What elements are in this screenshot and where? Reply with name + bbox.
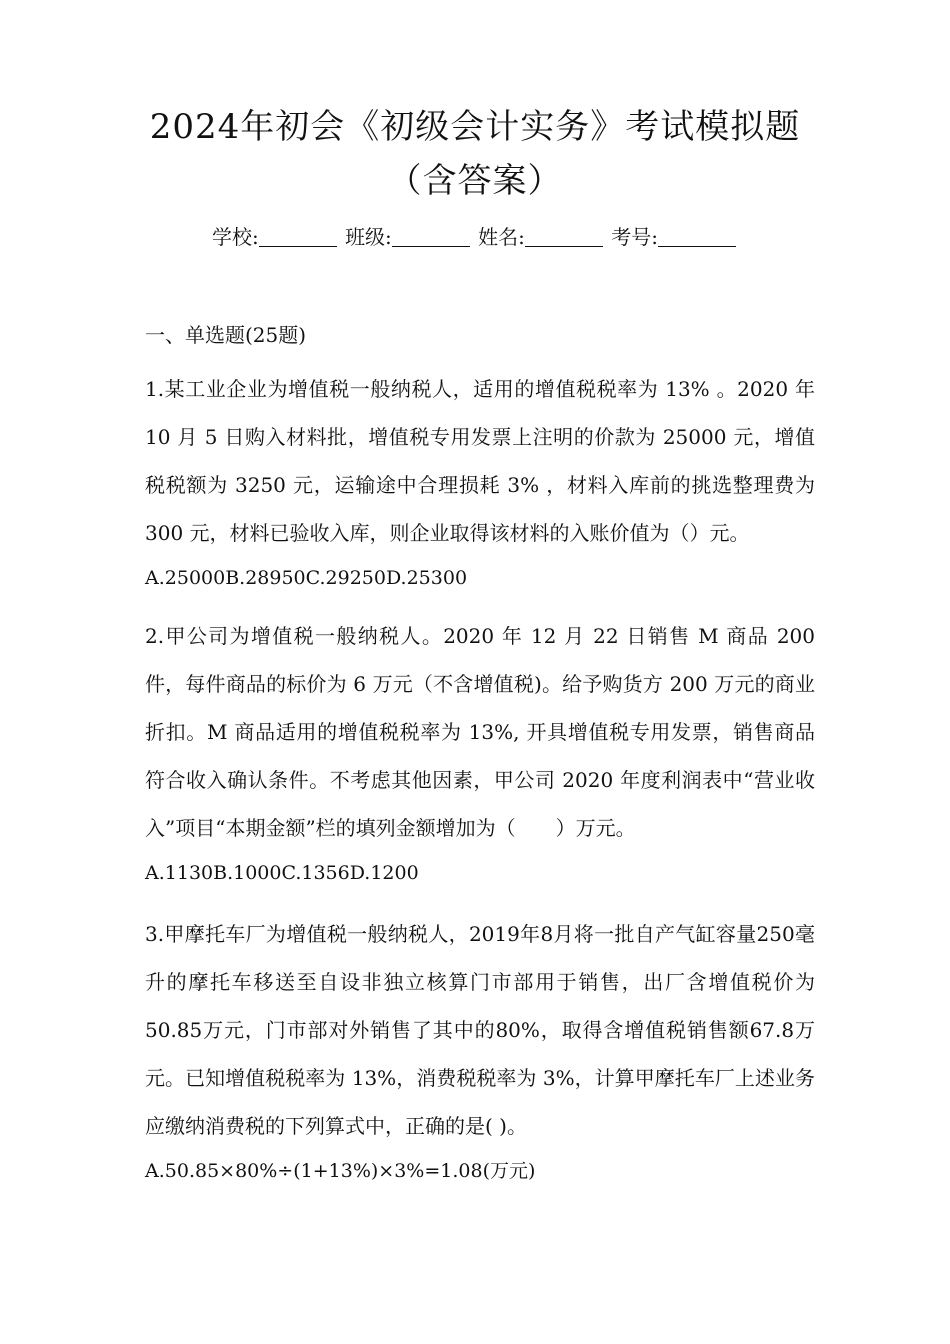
section-heading: 一、单选题(25题) <box>145 323 307 347</box>
student-info-row <box>0 222 950 252</box>
exam-number-field <box>611 222 738 252</box>
question-2-options: A.1130B.1000C.1356D.1200 <box>145 862 419 884</box>
exam-number-label: 考号: <box>611 225 659 249</box>
school-blank <box>259 226 337 247</box>
exam-number-blank <box>658 226 736 247</box>
question-3-options: A.50.85×80%÷(1+13%)×3%=1.08(万元) <box>145 1160 536 1182</box>
school-field <box>212 222 339 252</box>
class-label: 班级: <box>345 225 392 249</box>
name-blank <box>525 226 603 247</box>
class-blank <box>392 226 470 247</box>
question-1-options: A.25000B.28950C.29250D.25300 <box>145 567 468 589</box>
name-field <box>478 222 605 252</box>
question-1 <box>145 365 815 593</box>
question-2 <box>145 612 815 888</box>
name-label: 姓名: <box>478 225 525 249</box>
question-1-stem: 1.某工业企业为增值税一般纳税人，适用的增值税税率为 13% 。2020 年 10 月 5 日购入材料批，增值税专用发票上注明的价款为 25000 元，增值税税额为 3250 元，运输途中合理损耗 3% ，材料入库前的挑选整理费为 300 元，材料已验收入库，则企业取得该材料的入账价值为（）元。 <box>145 377 815 545</box>
document-title: 2024年初会《初级会计实务》考试模拟题（含答案） <box>149 107 801 201</box>
question-3-stem: 3.甲摩托车厂为增值税一般纳税人，2019年8月将一批自产气缸容量250毫升的摩托车移送至自设非独立核算门市部用于销售，出厂含增值税价为50.85万元，门市部对外销售了其中的80%，取得含增值税销售额67.8万元。已知增值税税率为 13%，消费税税率为 3%，计算甲摩托车厂上述业务应缴纳消费税的下列算式中，正确的是( )。 <box>145 922 815 1138</box>
question-3 <box>145 910 815 1186</box>
school-label: 学校: <box>211 225 259 249</box>
question-2-stem: 2.甲公司为增值税一般纳税人。2020 年 12 月 22 日销售 M 商品 200 件，每件商品的标价为 6 万元（不含增值税)。给予购货方 200 万元的商业折扣。M 商品适用的增值税税率为 13%, 开具增值税专用发票，销售商品符合收入确认条件。不考虑其他因素，甲公司 2020 年度利润表中“营业收入”项目“本期金额”栏的填列金额增加为（ ）万元。 <box>145 624 815 840</box>
class-field <box>345 222 472 252</box>
